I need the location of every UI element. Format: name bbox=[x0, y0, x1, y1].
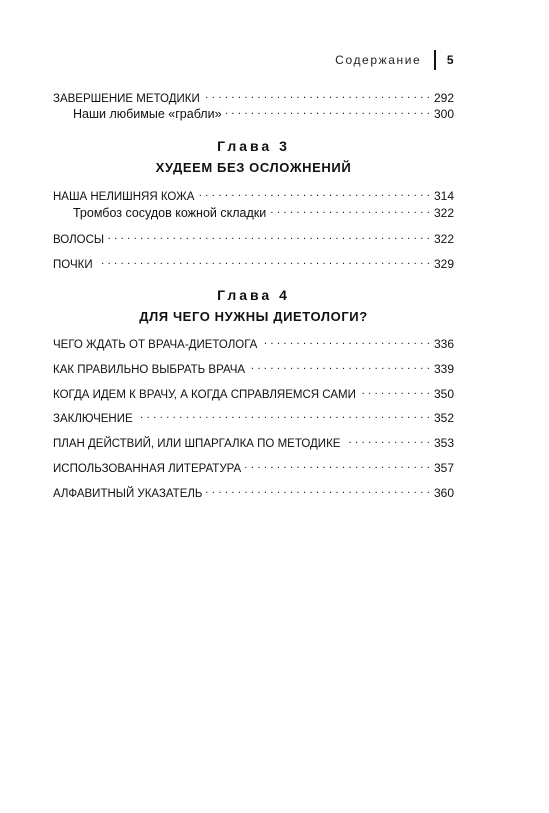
toc-leader-dots bbox=[245, 460, 430, 472]
toc-entry-title: ПЛАН ДЕЙСТВИЙ, ИЛИ ШПАРГАЛКА ПО МЕТОДИКЕ bbox=[53, 438, 341, 450]
toc-entry[interactable] bbox=[53, 361, 454, 377]
toc-entry-title: ВОЛОСЫ bbox=[53, 234, 105, 246]
chapter-label: Глава 3 bbox=[217, 138, 290, 154]
chapter-heading bbox=[53, 137, 454, 177]
toc-entry[interactable] bbox=[53, 231, 454, 247]
toc-entry-title: АЛФАВИТНЫЙ УКАЗАТЕЛЬ bbox=[53, 488, 203, 500]
toc-entry-page: 357 bbox=[433, 461, 454, 475]
toc-entry[interactable] bbox=[53, 485, 454, 501]
toc-leader-dots bbox=[97, 256, 430, 268]
toc-entry-title: ЗАВЕРШЕНИЕ МЕТОДИКИ bbox=[53, 93, 200, 105]
toc-entry[interactable] bbox=[53, 460, 454, 476]
chapter-title: ХУДЕЕМ БЕЗ ОСЛОЖНЕНИЙ bbox=[155, 160, 352, 175]
toc-entry[interactable] bbox=[53, 256, 454, 272]
toc-entry-title: ЧЕГО ЖДАТЬ ОТ ВРАЧА-ДИЕТОЛОГА bbox=[53, 339, 258, 351]
toc-entry[interactable] bbox=[53, 435, 454, 451]
toc-entry-page: 353 bbox=[433, 436, 454, 450]
toc-entry-title: НАША НЕЛИШНЯЯ КОЖА bbox=[53, 191, 195, 203]
chapter-title: ДЛЯ ЧЕГО НУЖНЫ ДИЕТОЛОГИ? bbox=[139, 309, 368, 324]
toc-entry-page: 322 bbox=[433, 206, 454, 220]
toc-entry[interactable] bbox=[53, 90, 454, 106]
toc-entry-title: КАК ПРАВИЛЬНО ВЫБРАТЬ ВРАЧА bbox=[53, 364, 246, 376]
toc-entry-page: 336 bbox=[433, 337, 454, 351]
chapter-heading bbox=[53, 286, 454, 326]
toc-entry-page: 339 bbox=[433, 362, 454, 376]
toc-entry-title: КОГДА ИДЕМ К ВРАЧУ, А КОГДА СПРАВЛЯЕМСЯ САМИ bbox=[53, 389, 356, 401]
toc-entry-title: ИСПОЛЬЗОВАННАЯ ЛИТЕРАТУРА bbox=[53, 463, 242, 475]
toc-leader-dots bbox=[270, 205, 430, 217]
toc-entry-title: Наши любимые «грабли» bbox=[73, 107, 222, 121]
toc-entry-title: ПОЧКИ bbox=[53, 259, 93, 271]
toc-entry-title: Тромбоз сосудов кожной складки bbox=[73, 206, 267, 220]
toc-leader-dots bbox=[108, 231, 430, 243]
toc-leader-dots bbox=[137, 410, 430, 422]
toc-entry-page: 292 bbox=[433, 91, 454, 105]
toc-leader-dots bbox=[249, 361, 430, 373]
chapter-label: Глава 4 bbox=[217, 287, 290, 303]
toc-entry-page: 314 bbox=[433, 189, 454, 203]
toc-leader-dots bbox=[206, 485, 430, 497]
toc-entry[interactable] bbox=[53, 188, 454, 204]
running-title: Содержание bbox=[335, 53, 422, 67]
toc-entry-page: 322 bbox=[433, 232, 454, 246]
toc-entry[interactable] bbox=[53, 336, 454, 352]
toc-leader-dots bbox=[204, 90, 430, 102]
toc-leader-dots bbox=[198, 188, 430, 200]
toc-entry-page: 360 bbox=[433, 486, 454, 500]
header-divider bbox=[434, 50, 436, 70]
toc-leader-dots bbox=[261, 336, 430, 348]
toc-leader-dots bbox=[344, 435, 430, 447]
toc-entry-page: 350 bbox=[433, 387, 454, 401]
toc-entry-page: 329 bbox=[433, 257, 454, 271]
toc-entry-page: 300 bbox=[433, 107, 454, 121]
toc-entry[interactable] bbox=[53, 410, 454, 426]
toc-leader-dots bbox=[226, 106, 430, 118]
toc-entry-page: 352 bbox=[433, 411, 454, 425]
toc-subentry[interactable] bbox=[73, 106, 454, 121]
toc-leader-dots bbox=[360, 386, 430, 398]
toc-subentry[interactable] bbox=[73, 205, 454, 220]
toc-entry-title: ЗАКЛЮЧЕНИЕ bbox=[53, 413, 133, 425]
toc-entry[interactable] bbox=[53, 386, 454, 402]
running-header bbox=[335, 50, 454, 70]
page-number: 5 bbox=[446, 53, 454, 67]
